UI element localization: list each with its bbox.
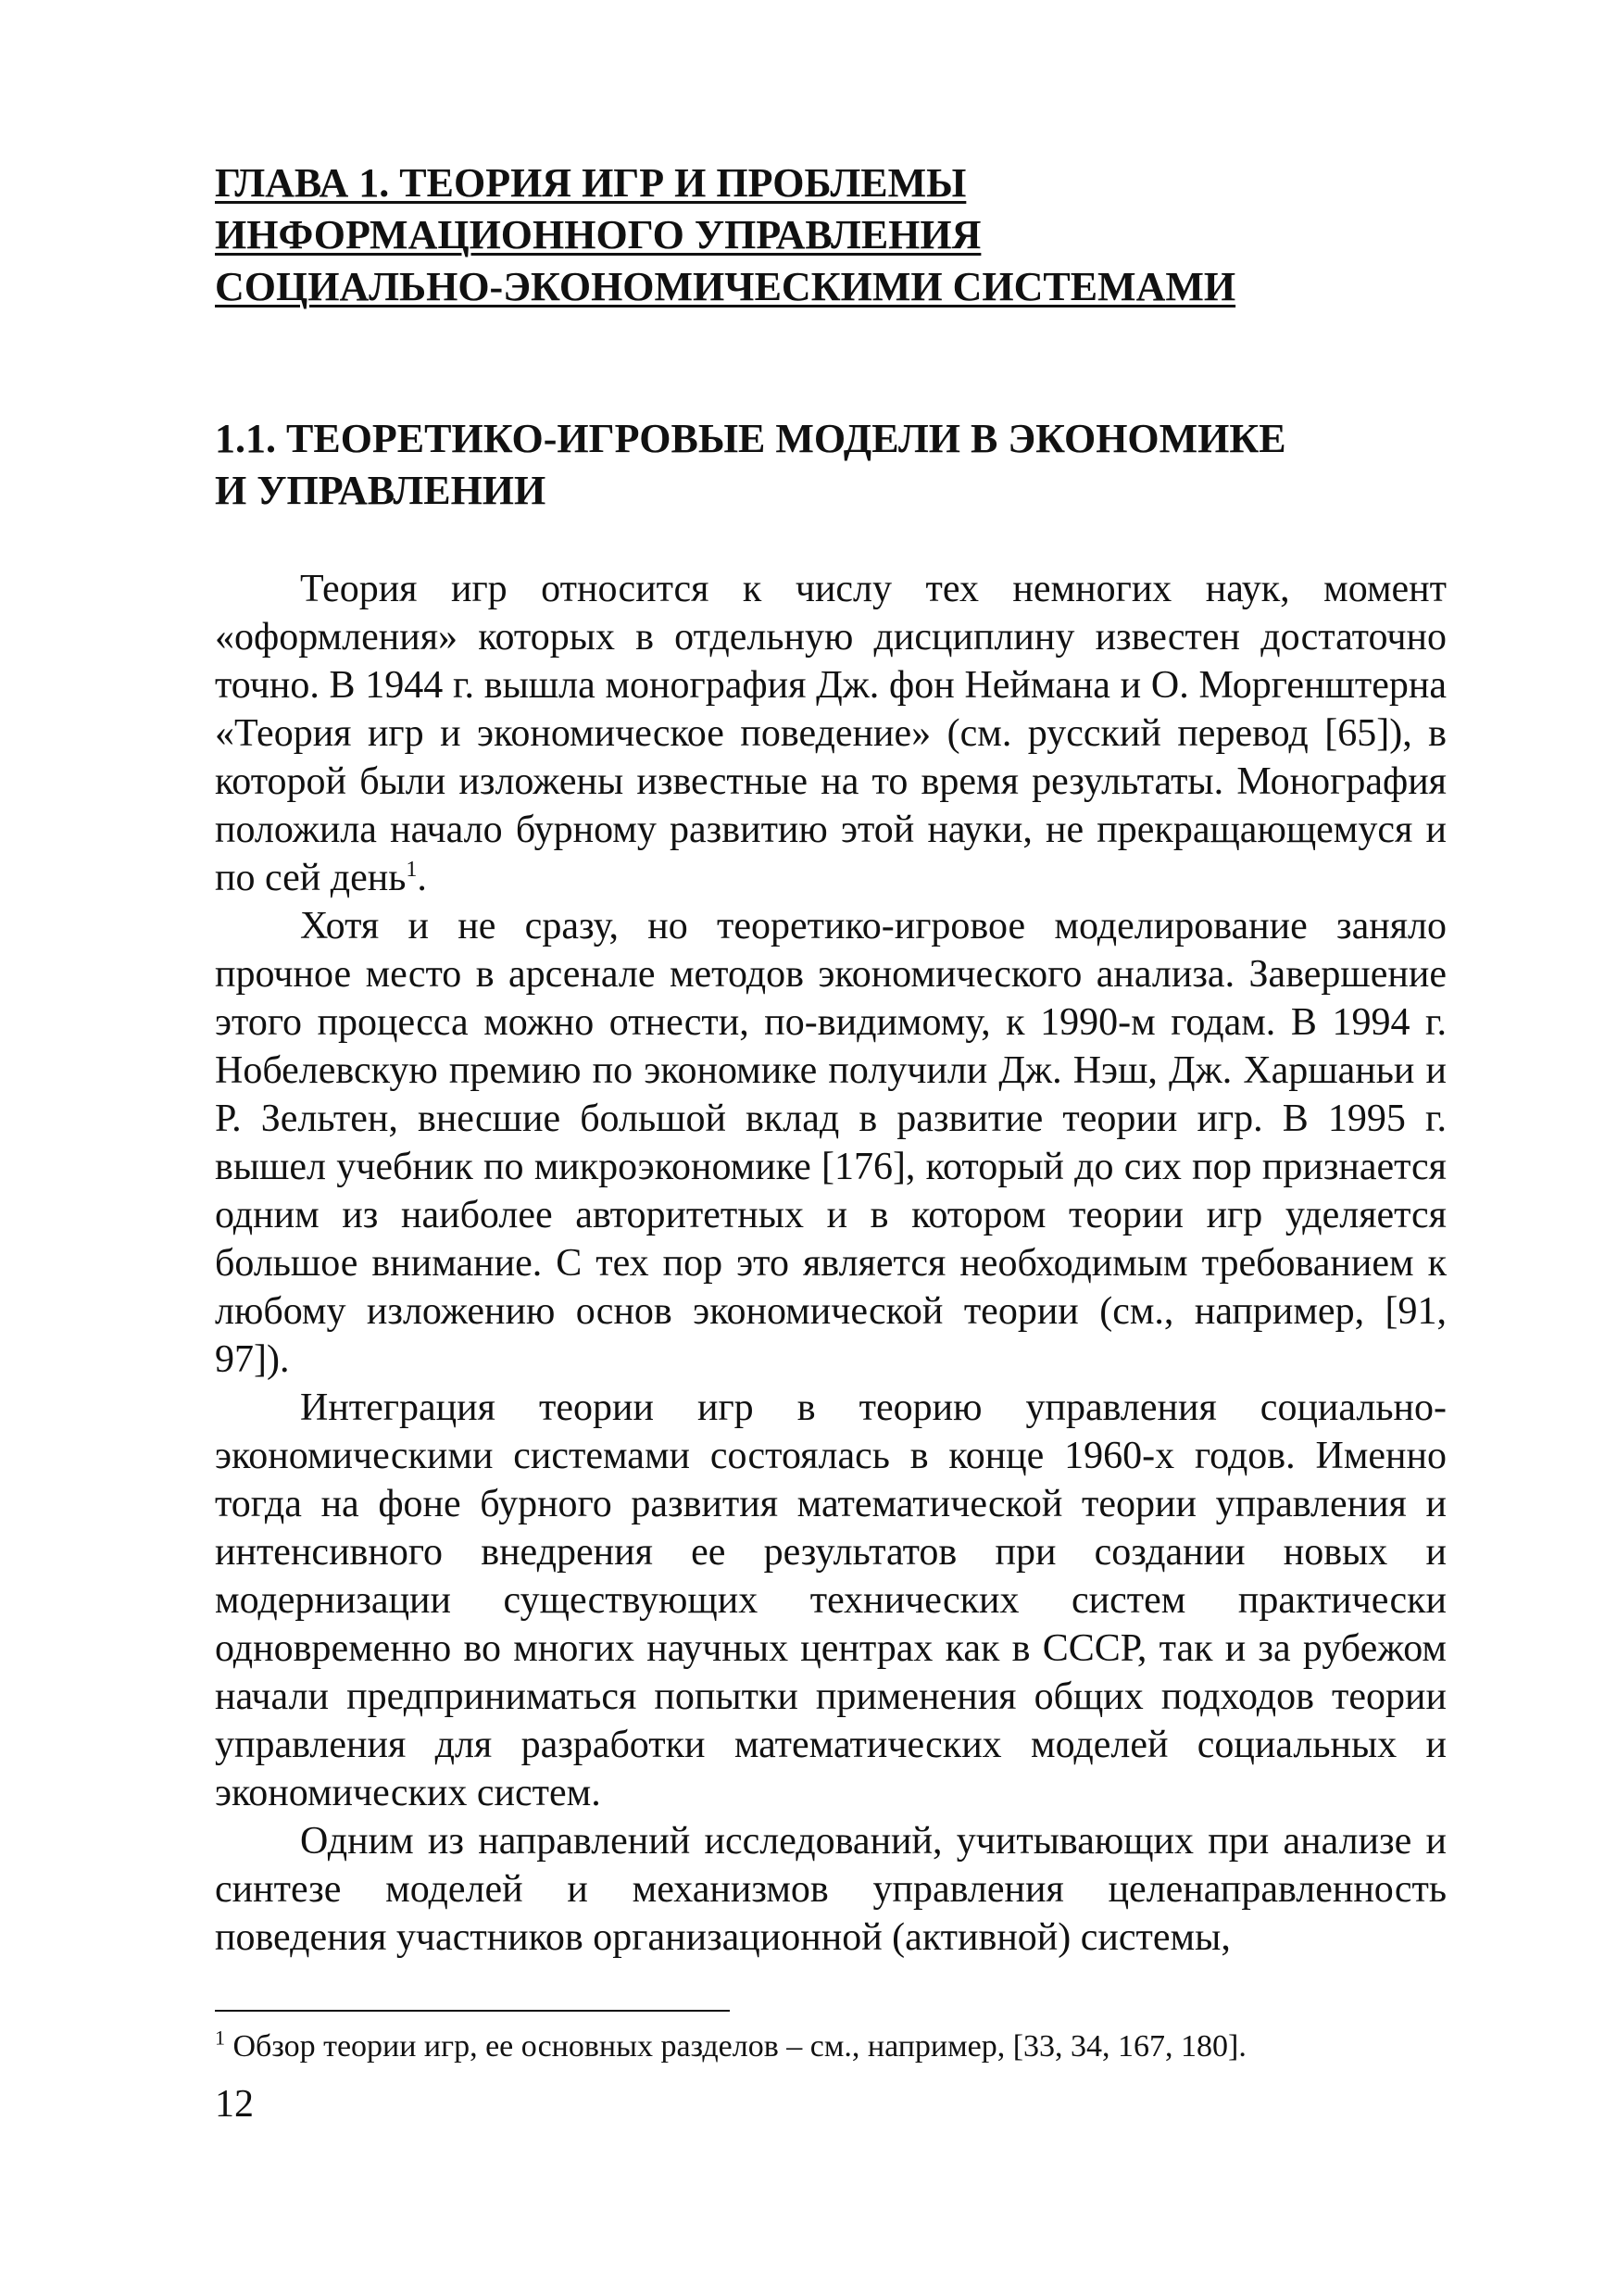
page-content — [215, 157, 1447, 1959]
chapter-title-line: ГЛАВА 1. ТЕОРИЯ ИГР И ПРОБЛЕМЫ — [215, 160, 967, 206]
paragraph-4: Одним из направлений исследований, учитывающих при анализе и синтезе моделей и механизмов управления целенаправленность поведения участников организационной (активной) системы, — [215, 1820, 1447, 1959]
footnote — [215, 2026, 1447, 2067]
paragraph-tail: . — [417, 857, 427, 899]
paragraph-2: Хотя и не сразу, но теоретико-игровое моделирование заняло прочное место в арсенале методов экономического анализа. Завершение этого процесса можно отнести, по-видимому, к 1990-м годам. В 1994 г. Нобелевскую премию по экономике получили Дж. Нэш, Дж. Харшаньи и Р. Зельтен, внесшие большой вклад в развитие теории игр. В 1995 г. вышел учебник по микроэкономике [176], который до сих пор признается одним из наиболее авторитетных и в котором теории игр уделяется большое внимание. С тех пор это является необходимым требованием к любому изложению основ экономической теории (см., например, [91, 97]). — [215, 905, 1447, 1381]
chapter-title — [215, 157, 1447, 313]
body-text — [215, 565, 1447, 1962]
paragraph-3: Интеграция теории игр в теорию управления социально-экономическими системами состоялась в конце 1960-х годов. Именно тогда на фоне бурного развития математической теории управления и интенсивного внедрения ее результатов при создании новых и модернизации существующих технических систем практически одновременно во многих научных центрах как в СССР, так и за рубежом начали предприниматься попытки применения общих подходов теории управления для разработки математических моделей социальных и экономических систем. — [215, 1386, 1447, 1814]
chapter-title-line: СОЦИАЛЬНО-ЭКОНОМИЧЕСКИМИ СИСТЕМАМИ — [215, 264, 1236, 309]
footnote-divider — [215, 2010, 730, 2012]
paragraph-text: Теория игр относится к числу тех немногих наук, момент «оформления» которых в отдельную дисциплину известен достаточно точно. В 1944 г. вышла монография Дж. фон Неймана и О. Моргенштерна «Теория игр и экономическое поведение» (см. русский перевод [65]), в которой были изложены известные на то время результаты. Монография положила начало бурному развитию этой науки, не прекращающемуся и по сей день — [215, 568, 1447, 899]
section-title-line: 1.1. ТЕОРЕТИКО-ИГРОВЫЕ МОДЕЛИ В ЭКОНОМИКЕ — [215, 416, 1286, 461]
paragraph-1 — [215, 565, 1447, 902]
page-number: 12 — [215, 2083, 254, 2126]
section-title — [215, 413, 1447, 517]
chapter-title-line: ИНФОРМАЦИОННОГО УПРАВЛЕНИЯ — [215, 212, 982, 257]
footnote-text: Обзор теории игр, ее основных разделов – см., например, [33, 34, 167, 180]. — [225, 2029, 1247, 2064]
section-title-line: И УПРАВЛЕНИИ — [215, 468, 546, 513]
footnote-reference[interactable]: 1 — [406, 858, 418, 882]
footnote-marker: 1 — [215, 2026, 225, 2050]
